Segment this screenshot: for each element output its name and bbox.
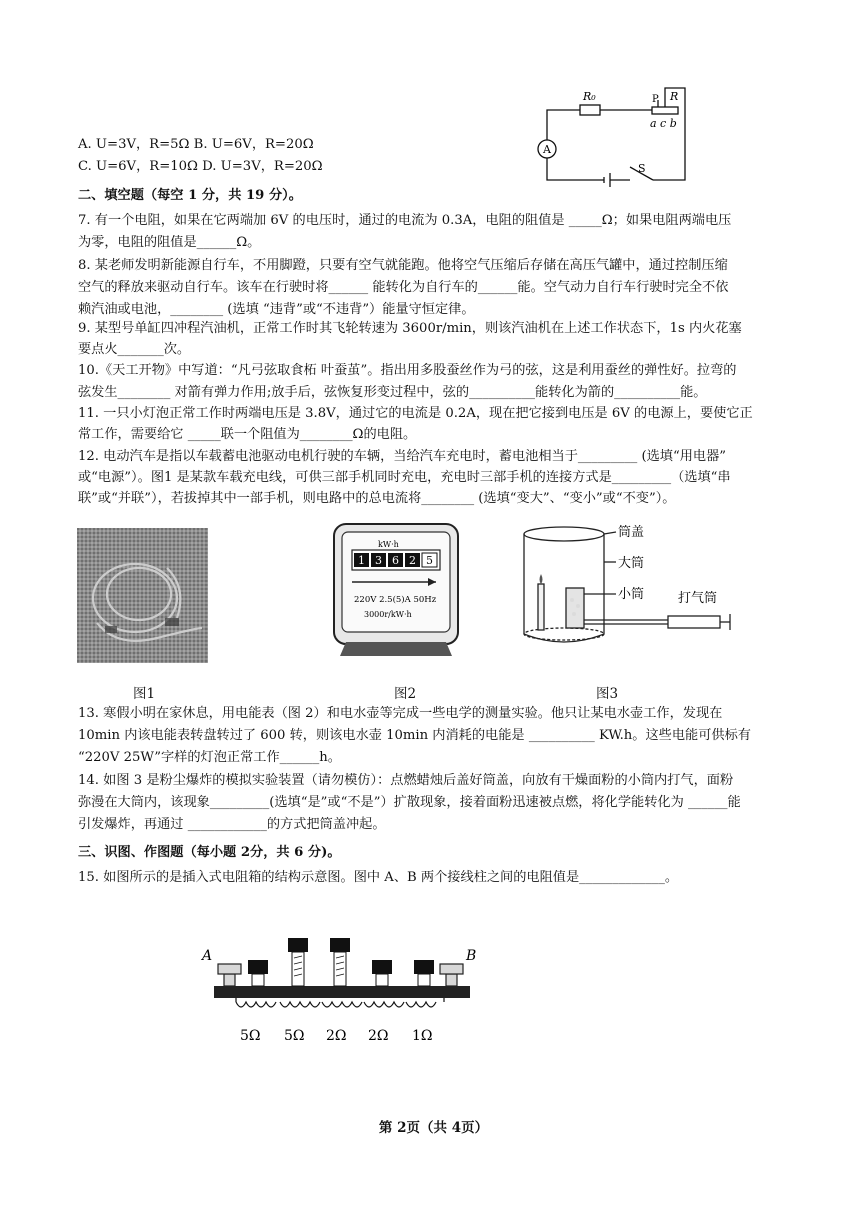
label-r0: R₀ <box>583 90 596 103</box>
resistor-box-base <box>214 986 470 998</box>
meter-unit: kW·h <box>378 540 399 549</box>
label-big-cylinder: 大筒 <box>618 556 645 571</box>
fig2-energy-meter <box>330 520 464 658</box>
resistor-label-3: 2Ω <box>326 1028 347 1044</box>
q12-line-1: 12. 电动汽车是指以车载蓄电池驱动电机行驶的车辆，当给汽车充电时，蓄电池相当于_________ (选填“用电器” <box>78 449 727 464</box>
meter-digit-4: 2 <box>409 554 416 567</box>
q7-line-1: 7. 有一个电阻，如果在它两端加 6V 的电压时，通过的电流为 0.3A，电阻的阻值是 _____Ω；如果电阻两端电压 <box>78 213 732 228</box>
fig3-caption: 图3 <box>596 686 619 702</box>
q13-line-1: 13. 寒假小明在家休息，用电能表（图 2）和电水壶等完成一些电学的测量实验。他只让某电水壶工作，发现在 <box>78 706 723 721</box>
q7-line-2: 为零，电阻的阻值是______Ω。 <box>78 235 261 250</box>
resistor-r0 <box>580 105 600 115</box>
resistor-box-diagram <box>198 930 488 1048</box>
section3-title: 三、识图、作图题（每小题 2分，共 6 分)。 <box>78 845 341 860</box>
q13-line-3: “220V 25W”字样的灯泡正常工作______h。 <box>78 750 341 765</box>
q10-line-2: 弦发生________ 对箭有弹力作用;放手后，弦恢复形变过程中，弦的__________能转化为箭的__________能。 <box>78 385 707 400</box>
label-ammeter: A <box>543 143 551 156</box>
label-lid: 筒盖 <box>618 525 645 540</box>
plug-4 <box>372 960 392 974</box>
rheostat <box>652 107 678 114</box>
q10-line-1: 10.《天工开物》中写道：“凡弓弦取食柘 叶蚕茧”。指出用多股蚕丝作为弓的弦，这是利用蚕丝的弹性好。拉弯的 <box>78 363 737 378</box>
plug-2 <box>288 938 308 952</box>
meter-digit-1: 1 <box>358 554 365 567</box>
fig1-caption: 图1 <box>133 686 156 702</box>
label-pump: 打气筒 <box>678 591 718 606</box>
resistor-label-5: 1Ω <box>412 1028 433 1044</box>
cylinder-lid <box>524 527 604 541</box>
air-pump <box>668 616 720 628</box>
resistor-label-2: 5Ω <box>284 1028 305 1044</box>
q8-line-2: 空气的释放来驱动自行车。该车在行驶时将______ 能转化为自行车的______能。空气动力自行车行驶时完全不依 <box>78 280 729 295</box>
plug-5 <box>414 960 434 974</box>
meter-digits <box>354 553 437 567</box>
plug-3 <box>330 938 350 952</box>
options-line-1: A. U=3V，R=5Ω B. U=6V，R=20Ω <box>78 137 314 152</box>
label-r: R <box>670 90 679 103</box>
q13-line-2: 10min 内该电能表转盘转过了 600 转，则该电水壶 10min 内消耗的电能是 __________ KW.h。这些电能可供标有 <box>78 728 751 743</box>
terminal-a: A <box>202 948 213 964</box>
meter-spec: 220V 2.5(5)A 50Hz <box>354 595 437 605</box>
terminal-b: B <box>466 948 477 964</box>
q12-line-2: 或“电源”）。图1 是某款车载充电线，可供三部手机同时充电，充电时三部手机的连接方式是_________（选填“串 <box>78 470 731 485</box>
q14-line-3: 引发爆炸，再通过 ____________的方式把筒盖冲起。 <box>78 817 386 832</box>
label-switch: S <box>638 162 646 175</box>
fig2-caption: 图2 <box>394 686 417 702</box>
resistor-label-4: 2Ω <box>368 1028 389 1044</box>
page-footer: 第 2页（共 4页） <box>378 1120 489 1136</box>
circuit-diagram <box>530 80 690 200</box>
q12-line-3: 联”或“并联”），若拔掉其中一部手机，则电路中的总电流将________ (选填“变大”、“变小”或“不变”）。 <box>78 491 676 506</box>
q8-line-3: 赖汽油或电池，________ (选填 “违背”或“不违背”）能量守恒定律。 <box>78 302 475 317</box>
meter-digit-2: 3 <box>375 554 382 567</box>
resistor-label-1: 5Ω <box>240 1028 261 1044</box>
q11-line-2: 常工作，需要给它 _____联一个阻值为________Ω的电阻。 <box>78 427 417 442</box>
meter-digit-5: 5 <box>426 554 433 567</box>
q9-line-1: 9. 某型号单缸四冲程汽油机，正常工作时其飞轮转速为 3600r/min，则该汽油机在上述工作状态下，1s 内火花塞 <box>78 321 742 336</box>
q9-line-2: 要点火_______次。 <box>78 342 191 357</box>
label-p: P <box>652 94 659 105</box>
plug-1 <box>248 960 268 974</box>
small-cylinder <box>566 588 584 628</box>
label-small-cylinder: 小筒 <box>618 587 645 602</box>
label-abc: a c b <box>650 117 677 130</box>
q14-line-2: 弥漫在大筒内，该现象_________(选填“是”或“不是”）扩散现象，接着面粉迅速被点燃，将化学能转化为 ______能 <box>78 795 741 810</box>
q11-line-1: 11. 一只小灯泡正常工作时两端电压是 3.8V，通过它的电流是 0.2A，现在把它接到电压是 6V 的电源上，要使它正 <box>78 406 753 421</box>
candle <box>538 584 544 630</box>
q15-text: 15. 如图所示的是插入式电阻箱的结构示意图。图中 A、B 两个接线柱之间的电阻值是_____________。 <box>78 870 679 885</box>
fig1-charging-cable-image <box>77 528 208 663</box>
meter-rev: 3000r/kW·h <box>364 610 412 619</box>
section2-title: 二、填空题（每空 1 分，共 19 分）。 <box>78 188 302 203</box>
coils <box>236 998 444 1007</box>
meter-digit-3: 6 <box>392 554 399 567</box>
q8-line-1: 8. 某老师发明新能源自行车，不用脚蹬，只要有空气就能跑。他将空气压缩后存储在高压气罐中，通过控制压缩 <box>78 258 728 273</box>
options-line-2: C. U=6V，R=10Ω D. U=3V，R=20Ω <box>78 159 323 174</box>
q14-line-1: 14. 如图 3 是粉尘爆炸的模拟实验装置（请勿模仿）：点燃蜡烛后盖好筒盖，向放有干燥面粉的小筒内打气，面粉 <box>78 773 734 788</box>
fig3-dust-explosion-apparatus <box>518 522 746 654</box>
